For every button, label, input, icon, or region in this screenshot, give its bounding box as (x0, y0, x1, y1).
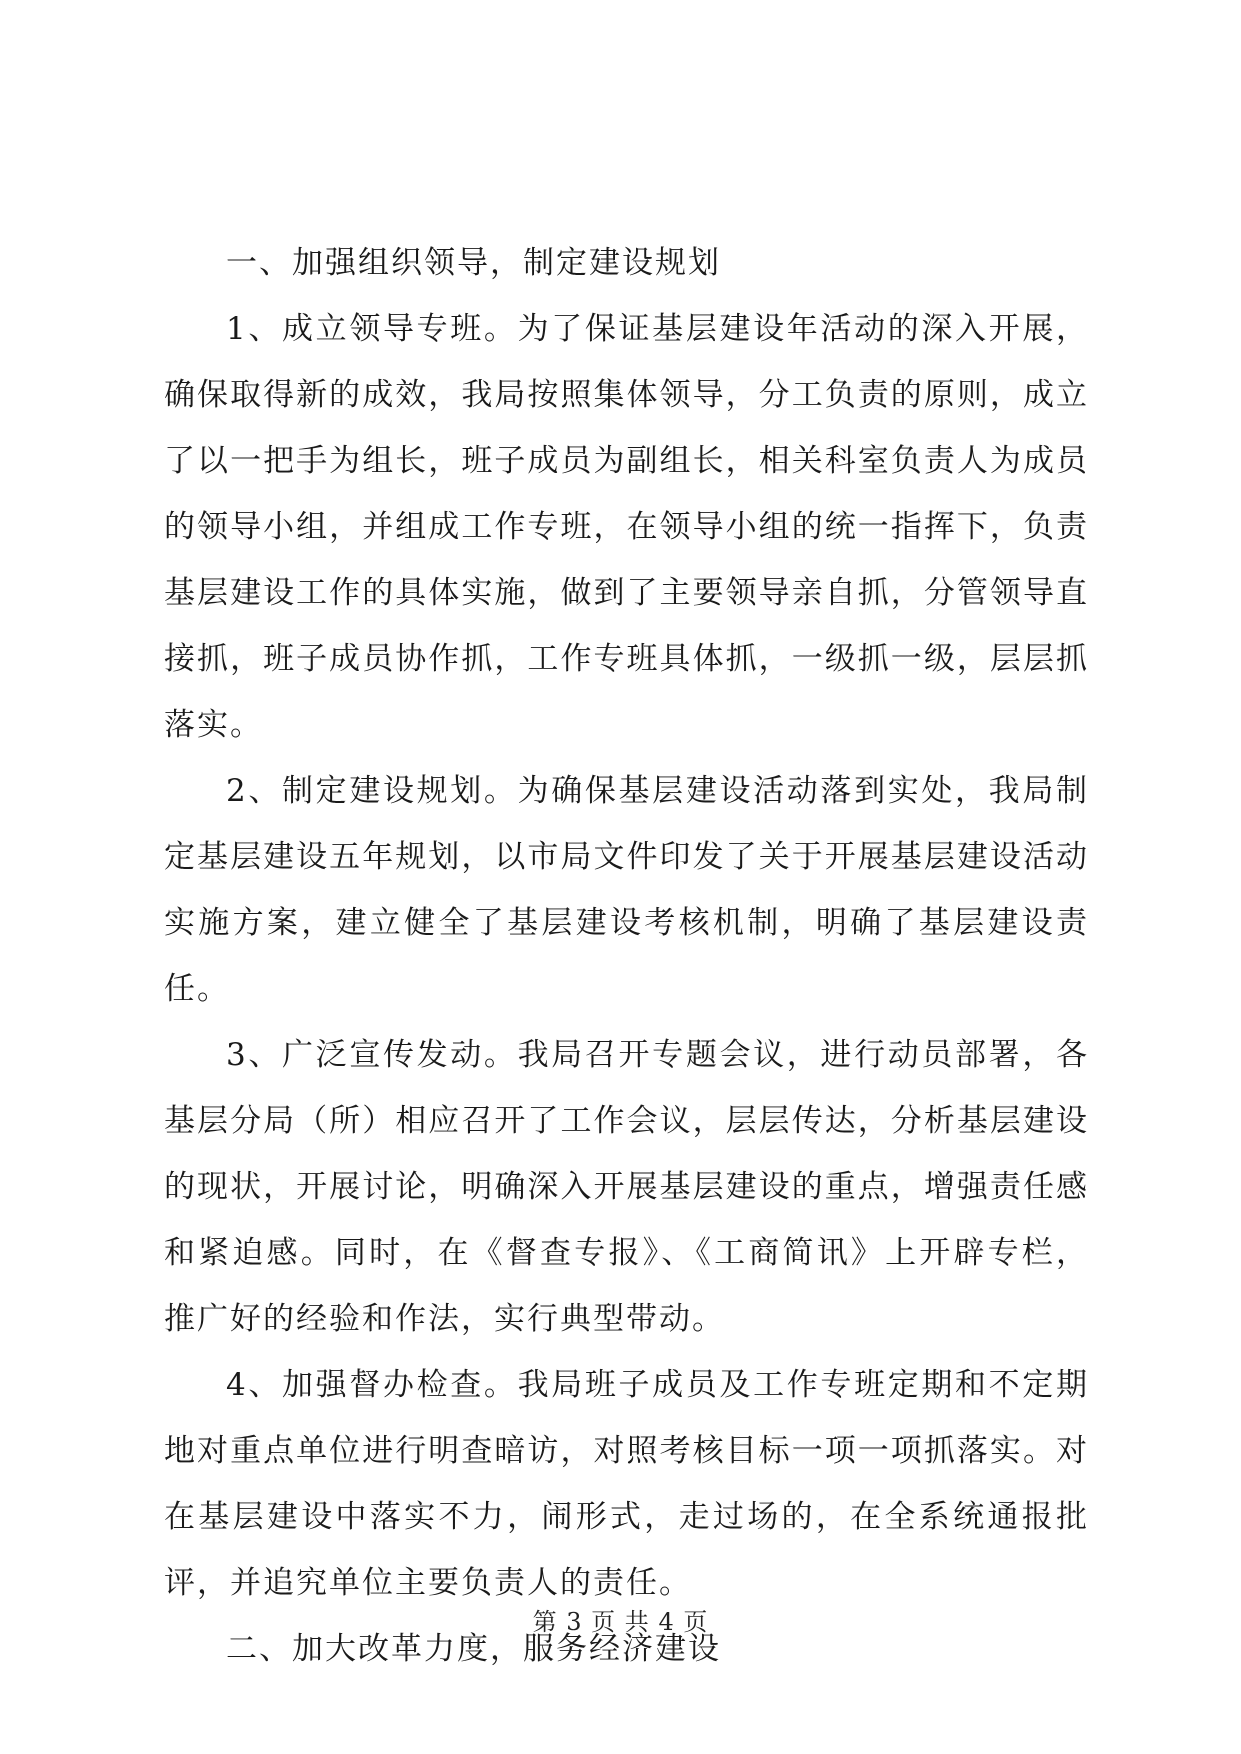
section-heading-1: 一、加强组织领导，制定建设规划 (226, 245, 721, 281)
page-number-footer: 第 3 页 共 4 页 (532, 1608, 709, 1636)
paragraph-4: 4、加强督办检查。我局班子成员及工作专班定期和不定期地对重点单位进行明查暗访，对照考核目标一项一项抓落实。对在基层建设中落实不力，闹形式，走过场的，在全系统通报批评，并追究单位主要负责人的责任。 (164, 1367, 1089, 1601)
document-body (164, 230, 1089, 1682)
section-heading-2: 二、加大改革力度，服务经济建设 (226, 1631, 721, 1667)
paragraph-2: 2、制定建设规划。为确保基层建设活动落到实处，我局制定基层建设五年规划，以市局文件印发了关于开展基层建设活动实施方案，建立健全了基层建设考核机制，明确了基层建设责任。 (164, 773, 1089, 1007)
paragraph-3: 3、广泛宣传发动。我局召开专题会议，进行动员部署，各基层分局（所）相应召开了工作会议，层层传达，分析基层建设的现状，开展讨论，明确深入开展基层建设的重点，增强责任感和紧迫感。同时，在《督查专报》、《工商简讯》上开辟专栏，推广好的经验和作法，实行典型带动。 (164, 1037, 1089, 1337)
paragraph-1: 1、成立领导专班。为了保证基层建设年活动的深入开展，确保取得新的成效，我局按照集体领导，分工负责的原则，成立了以一把手为组长，班子成员为副组长，相关科室负责人为成员的领导小组，并组成工作专班，在领导小组的统一指挥下，负责基层建设工作的具体实施，做到了主要领导亲自抓，分管领导直接抓，班子成员协作抓，工作专班具体抓，一级抓一级，层层抓落实。 (164, 311, 1089, 743)
